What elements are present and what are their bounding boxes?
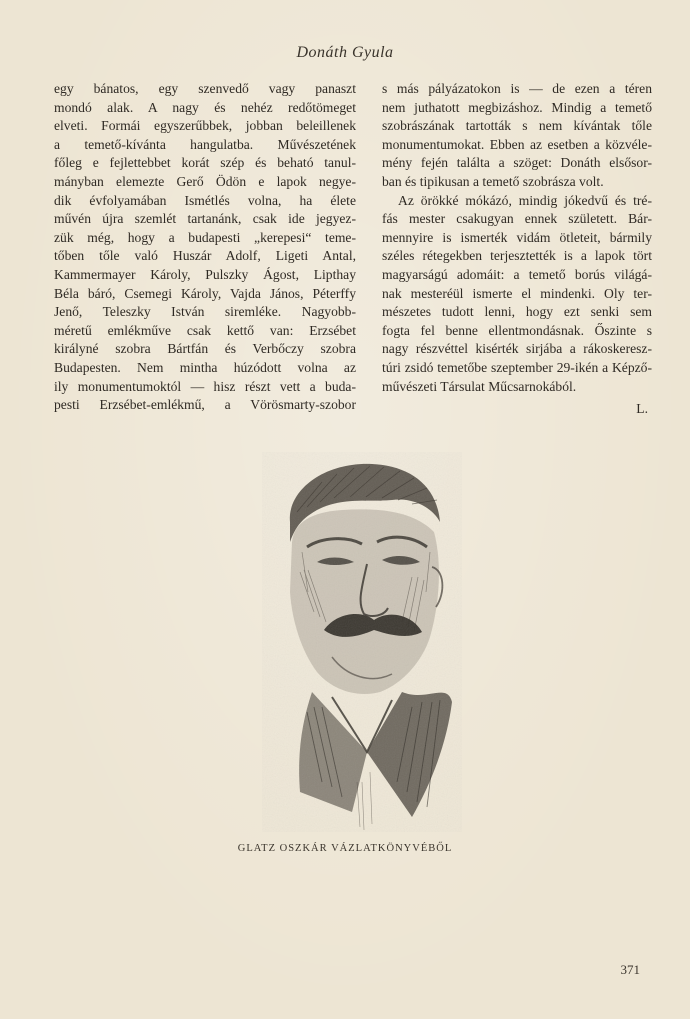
text-line: művén újra szemlét tartanánk, csak ide jegyez- [54, 211, 356, 227]
text-line: mányban elemezte Gerő Ödön e lapok negye- [54, 173, 356, 189]
text-line: dik évfolyamában Ismétlés volna, ha élete [54, 192, 356, 208]
author-signature: L. [636, 401, 648, 417]
text-line: művészeti Társulat Műcsarnokából. [382, 378, 577, 394]
figure-caption: GLATZ OSZKÁR VÁZLATKÖNYVÉBŐL [237, 843, 453, 854]
text-line: s más pályázatokon is — de ezen a téren [382, 81, 652, 96]
text-line: Az örökké mókázó, mindig jókedvű és tré- [398, 192, 652, 208]
text-line: fás mester csakugyan ennek született. Bár- [382, 211, 652, 227]
left-column [54, 80, 356, 415]
text-line: mondó alak. A nagy és nehéz redőtömeget [54, 99, 356, 115]
text-line: pesti Erzsébet-emlékmű, a Vörösmarty-szobor [54, 397, 356, 413]
page-number: 371 [620, 962, 640, 977]
text-line: Kammermayer Károly, Pulszky Ágost, Lipthay [54, 266, 356, 282]
text-line: mészetes tudott lenni, hogy ezt senki sem [382, 304, 652, 320]
text-line: monumentumokat. Ebben az esetben a közvéle- [382, 136, 652, 152]
text-line: méretű emlékműve csak kettő van: Erzsébet [54, 322, 356, 338]
text-line: királyné szobra Bártfán és Verbőczy szobra [54, 341, 356, 357]
text-line: főleg e fejlettebbet korát szép és beható tanul- [54, 155, 356, 171]
text-line: zük még, hogy a budapesti „kerepesi“ teme- [54, 229, 356, 245]
text-line: magyarságú adomáit: a temető borús világá- [382, 266, 652, 282]
running-head: Donáth Gyula [296, 44, 394, 61]
text-line: tőben tőle való Huszár Adolf, Ligeti Antal, [54, 248, 356, 264]
text-line: szobrászának tartották s nem kívántak tőle [382, 118, 652, 134]
text-line: nagy részvéttel kisérték sirjába a rákoskeresz- [382, 341, 652, 357]
text-line: ban és tipikusan a temető szobrásza volt. [382, 173, 604, 189]
text-line: Jenő, Teleszky István siremléke. Nagyobb- [54, 304, 356, 320]
right-column [382, 80, 652, 419]
portrait-sketch [262, 452, 462, 832]
text-line: széles rétegekben terjesztették is a lapok tört [382, 248, 652, 264]
text-line: túri zsidó temetőbe szeptember 29-ikén a Képző- [382, 359, 652, 375]
text-line: nem juthatott megbizáshoz. Mindig a temető [382, 99, 652, 115]
text-line: mennyire is ismerték vidám ötleteit, bármily [382, 229, 652, 245]
text-line: Budapesten. Nem mintha húzódott volna az [54, 359, 356, 375]
text-line: elveti. Formái egyszerűbbek, jobban beleillenek [54, 118, 356, 134]
text-line: nak mesteréül ismerte el mindenki. Oly ter- [382, 285, 652, 301]
text-line: ily monumentumoktól — hisz részt vett a buda- [54, 378, 356, 394]
text-line: mény fején találta a szöget: Donáth elsősor- [382, 155, 652, 171]
text-line: egy bánatos, egy szenvedő vagy panaszt [54, 81, 356, 96]
text-line: a temető-kívánta hangulatba. Művészetének [54, 136, 356, 152]
text-line: fogta fel benne ellentmondásnak. Őszinte s [382, 322, 652, 338]
text-line: Béla báró, Csemegi Károly, Vajda János, Péterffy [54, 285, 356, 301]
